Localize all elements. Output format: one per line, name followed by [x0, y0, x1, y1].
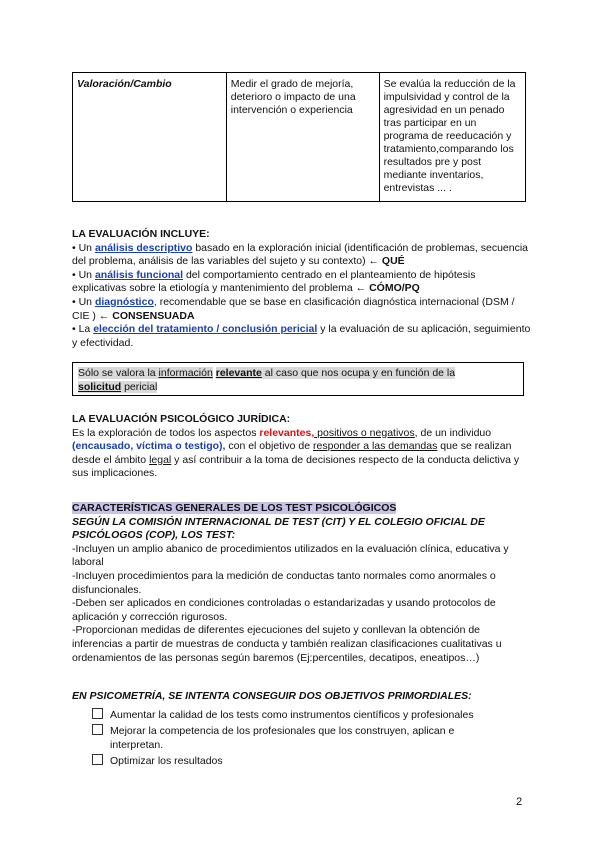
evaluation-table: [72, 72, 526, 202]
juridica-paragraph: [72, 427, 532, 481]
bullet-tag: QUÉ: [381, 255, 405, 268]
checklist-text: Aumentar la calidad de los tests como instrumentos científicos y profesionales: [110, 709, 474, 721]
bullet-tag: CÓMO/PQ: [369, 282, 420, 295]
juridica-section: [72, 413, 532, 481]
table-row: [73, 73, 526, 202]
checklist-item[interactable]: [92, 754, 512, 768]
bullet-text: y la evaluación de su aplicación, seguimiento y efectividad.: [72, 323, 531, 349]
note-text: Sólo se valora la: [78, 367, 159, 379]
para-relevantes: relevantes: [259, 426, 312, 439]
list-item: -Deben ser aplicados en condiciones controladas o estandarizadas y usando protocolos de aplicación y corrección rigurosos.: [72, 597, 496, 623]
link-analisis-descriptivo[interactable]: análisis descriptivo: [94, 241, 193, 254]
checklist-item[interactable]: [92, 708, 512, 722]
note-info: información: [158, 367, 213, 379]
para-text: con el objetivo de: [225, 440, 314, 453]
evaluacion-heading: LA EVALUACIÓN INCLUYE:: [72, 228, 210, 240]
bullet-diagnostico: [72, 296, 532, 323]
bullet-prefix: • Un: [72, 241, 95, 254]
bullet-text: basado en la exploración inicial (identificación de problemas, secuencia del problema, análisis de las variables del sujeto y su contexto) ←: [72, 241, 529, 268]
link-eleccion-tratamiento[interactable]: elección del tratamiento / conclusión pericial: [93, 323, 318, 336]
caracteristicas-heading: CARACTERÍSTICAS GENERALES DE LOS TEST PSICOLÓGICOS: [72, 502, 397, 514]
checkbox-icon[interactable]: [92, 708, 103, 719]
caracteristicas-subheading: SEGÚN LA COMISIÓN INTERNACIONAL DE TEST (CIT) Y EL COLEGIO OFICIAL DE PSICÓLOGOS (COP), LOS TEST:: [72, 515, 485, 542]
para-positivos: positivos o negativos: [314, 426, 415, 439]
link-diagnostico[interactable]: diagnóstico: [94, 295, 154, 308]
page-number: 2: [516, 796, 523, 808]
para-text: que se realizan desde el ámbito: [72, 440, 512, 466]
bullet-text: , recomendable que se base en clasificación diagnóstica internacional (DSM / CIE ) ←: [72, 295, 515, 322]
juridica-heading: LA EVALUACIÓN PSICOLÓGICO JURÍDICA:: [72, 413, 291, 425]
list-item: -Incluyen un amplio abanico de procedimientos utilizados en la evaluación clínica, educativa y laboral: [72, 542, 509, 569]
bullet-prefix: • Un: [72, 295, 95, 308]
bullet-prefix: • Un: [72, 268, 95, 281]
bullet-text: del comportamiento centrado en el planteamiento de hipótesis explicativas sobre la etiología y mantenimiento del problema ←: [72, 268, 476, 295]
bullet-tratamiento: [72, 323, 532, 350]
bullet-prefix: • La: [72, 323, 94, 336]
caracteristicas-section: [72, 502, 532, 665]
link-analisis-funcional[interactable]: análisis funcional: [94, 268, 184, 281]
bullet-tag: CONSENSUADA: [112, 309, 195, 322]
checklist-text: Optimizar los resultados: [110, 755, 223, 767]
table-cell-objective: Medir el grado de mejoría, deterioro o impacto de una intervención o experiencia: [226, 73, 379, 202]
checkbox-icon[interactable]: [92, 754, 103, 765]
note-relevante: relevante: [215, 367, 262, 379]
para-responder: responder a las demandas: [313, 440, 438, 453]
list-item: -Incluyen procedimientos para la medición de conductas tanto normales como anormales o disfuncionales.: [72, 569, 496, 596]
para-legal: legal: [149, 453, 172, 466]
psicometria-heading: EN PSICOMETRÍA, SE INTENTA CONSEGUIR DOS OBJETIVOS PRIMORDIALES:: [72, 690, 472, 702]
table-cell-type: Valoración/Cambio: [73, 73, 227, 202]
para-encausado: (encausado, víctima o testigo),: [72, 440, 226, 453]
para-text: y así contribuir a la toma de decisiones respecto de la conducta delictiva y sus implicaciones.: [72, 453, 520, 480]
bullet-funcional: [72, 269, 532, 296]
checklist-text: Mejorar la competencia de los profesionales que los construyen, aplican e interpretan.: [110, 725, 455, 751]
note-text: al caso que nos ocupa y en función de la: [261, 367, 456, 379]
caracteristicas-heading-line: [72, 502, 532, 516]
checkbox-icon[interactable]: [92, 724, 103, 735]
para-text: Es la exploración de todos los aspectos: [72, 426, 260, 439]
note-text: pericial: [121, 381, 158, 393]
checklist-item[interactable]: [92, 724, 512, 752]
evaluacion-section: [72, 228, 532, 350]
note-solicitud: solicitud: [78, 381, 122, 393]
para-text: , de un individuo: [414, 426, 492, 439]
note-box: [72, 362, 524, 396]
table-cell-example: Se evalúa la reducción de la impulsividad y control de la agresividad en un penado tras participar en un programa de reeducación y tratamiento,comparando los resultados pre y post mediante inventarios, entrevistas ... .: [379, 73, 525, 202]
bullet-descriptivo: [72, 242, 532, 269]
list-item: -Proporcionan medidas de diferentes ejecuciones del sujeto y conllevan la obtención de inferencias a partir de muestras de conducta y también realizan clasificaciones cualitativas u ordenamientos de las personas según baremos (Ej:percentiles, decatipos, eneatipos…): [72, 624, 502, 664]
para-comma: ,: [311, 426, 315, 439]
